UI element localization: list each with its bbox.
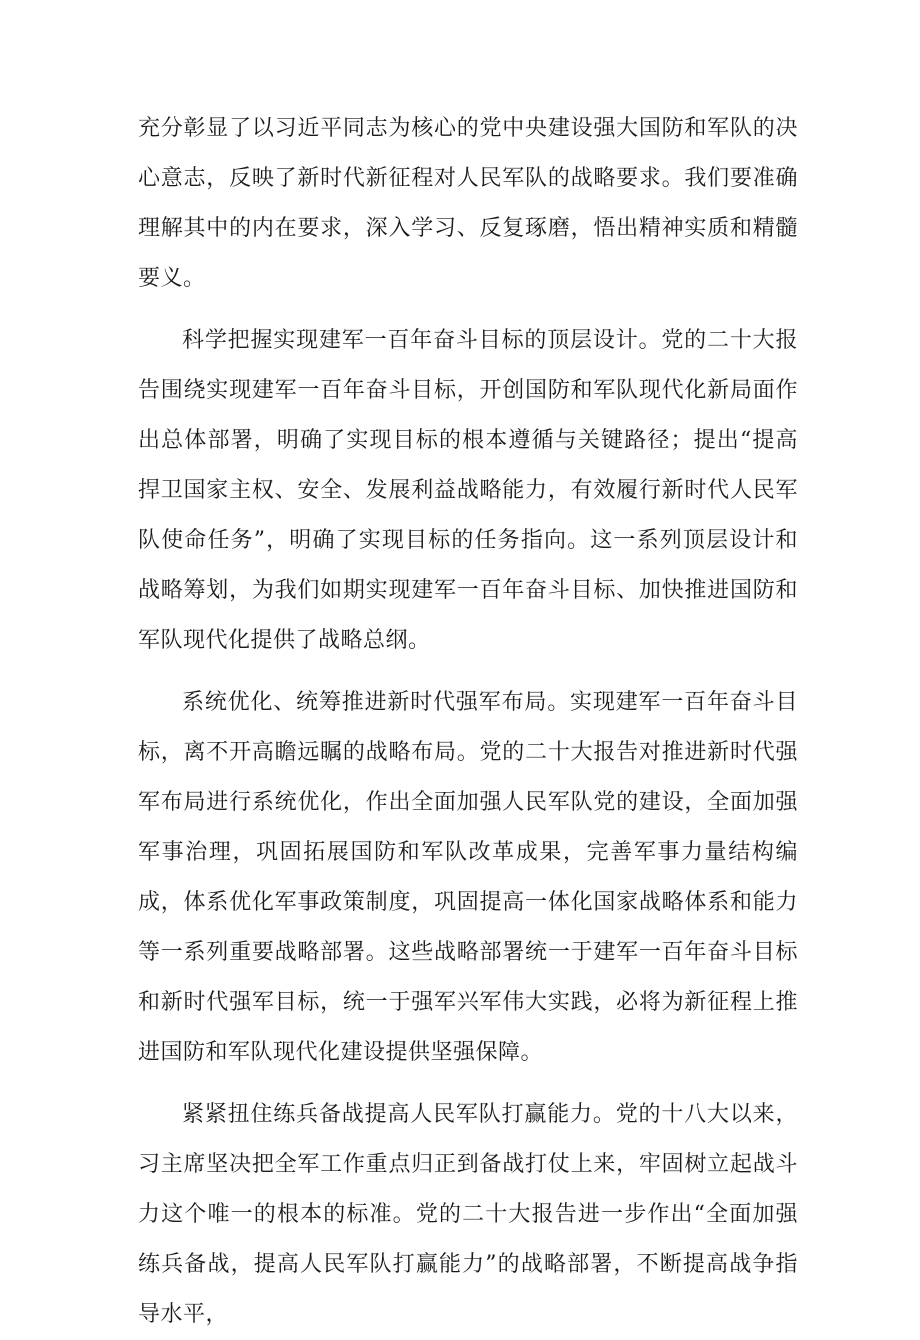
paragraph-2: 科学把握实现建军一百年奋斗目标的顶层设计。党的二十大报告围绕实现建军一百年奋斗目标，开创国防和军队现代化新局面作出总体部署，明确了实现目标的根本遵循与关键路径；提出“提高捍卫国家主权、安全、发展利益战略能力，有效履行新时代人民军队使命任务”，明确了实现目标的任务指向。这一系列顶层设计和战略筹划，为我们如期实现建军一百年奋斗目标、加快推进国防和军队现代化提供了战略总纲。 [138,328,798,653]
paragraph-3: 系统优化、统筹推进新时代强军布局。实现建军一百年奋斗目标，离不开高瞻远瞩的战略布局。党的二十大报告对推进新时代强军布局进行系统优化，作出全面加强人民军队党的建设，全面加强军事治理，巩固拓展国防和军队改革成果，完善军事力量结构编成，体系优化军事政策制度，巩固提高一体化国家战略体系和能力等一系列重要战略部署。这些战略部署统一于建军一百年奋斗目标和新时代强军目标，统一于强军兴军伟大实践，必将为新征程上推进国防和军队现代化建设提供坚强保障。 [138,690,798,1065]
paragraph-4: 紧紧扭住练兵备战提高人民军队打赢能力。党的十八大以来，习主席坚决把全军工作重点归正到备战打仗上来，牢固树立起战斗力这个唯一的根本的标准。党的二十大报告进一步作出“全面加强练兵备战，提高人民军队打赢能力”的战略部署，不断提高战争指导水平， [138,1102,798,1327]
document-body [138,104,798,1340]
paragraph-1: 充分彰显了以习近平同志为核心的党中央建设强大国防和军队的决心意志，反映了新时代新征程对人民军队的战略要求。我们要准确理解其中的内在要求，深入学习、反复琢磨，悟出精神实质和精髓要义。 [138,116,798,291]
